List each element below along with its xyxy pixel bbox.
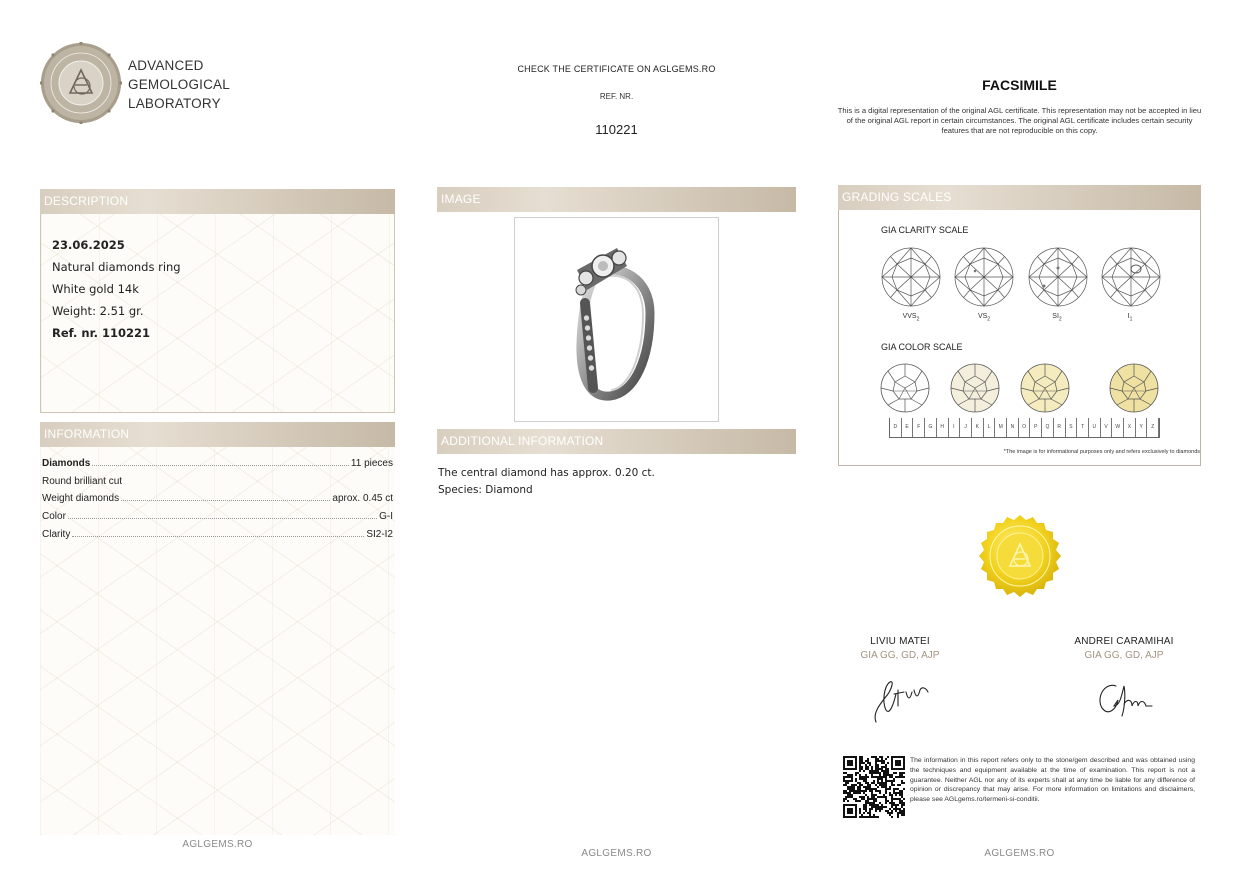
info-row-clarity (42, 522, 393, 540)
additional-line-2: Species: Diamond (438, 484, 533, 496)
clarity-grade: SI (1052, 313, 1059, 320)
clarity-label-vvs (881, 313, 941, 322)
color-grade-cell: D (890, 418, 902, 437)
color-grade-cell: U (1089, 418, 1101, 437)
info-value: 11 pieces (350, 458, 393, 469)
additional-info-text (438, 465, 655, 499)
color-grade-cell: K (972, 418, 984, 437)
ref-number: 110221 (595, 122, 638, 137)
color-grade-cell: R (1054, 418, 1066, 437)
facsimile-notice: This is a digital representation of the original AGL certificate. This representation may not be accepted in lieu of the original AGL report in certain circumstances. The original AGL certificate includes certain security features that are not reproducible on this copy. (837, 106, 1202, 135)
footer-website-right[interactable]: AGLGEMS.RO (984, 848, 1055, 859)
disclaimer-text: The information in this report refers only to the stone/gem described and was obtained using the techniques and equipment available at the time of examination. This report is not a guarantee. Neither AGL nor any of its experts shall at any time be liable for any difference of opinion or discrepancy that may arise. For more information on limitations and disclaimers, please see AGLgems.ro/termeni-si-conditii. (910, 757, 1195, 804)
color-scale-bar (889, 418, 1160, 438)
logo-wordmark (128, 56, 230, 113)
additional-info-header: ADDITIONAL INFORMATION (437, 429, 796, 454)
clarity-label-i (1100, 313, 1160, 322)
dotted-leader (68, 518, 377, 519)
footer-website-left[interactable]: AGLGEMS.RO (182, 839, 253, 850)
info-row-color (42, 504, 393, 522)
signer-1-signature (868, 672, 932, 728)
clarity-sub: 2 (1058, 316, 1062, 323)
footer-website-center[interactable]: AGLGEMS.RO (581, 848, 652, 859)
color-grade-cell: M (995, 418, 1007, 437)
info-row-weight (42, 486, 393, 504)
color-grade-cell: Q (1042, 418, 1054, 437)
grading-scales-header: GRADING SCALES (838, 185, 1201, 210)
info-label: Weight diamonds (42, 493, 120, 504)
color-grade-cell: P (1030, 418, 1042, 437)
ring-image-frame (514, 217, 719, 422)
color-grade-cell: O (1019, 418, 1031, 437)
color-grade-cell: Z (1147, 418, 1159, 437)
color-grade-cell: X (1124, 418, 1136, 437)
color-grade-cell: F (913, 418, 925, 437)
color-grade-cell: E (902, 418, 914, 437)
check-certificate-text: CHECK THE CERTIFICATE ON AGLGEMS.RO (517, 64, 716, 74)
logo-line-2: GEMOLOGICAL (128, 77, 230, 92)
dotted-leader (121, 500, 330, 501)
description-item: Natural diamonds ring (52, 260, 181, 274)
description-lines (52, 234, 181, 344)
color-grade-cell: H (937, 418, 949, 437)
clarity-grade: VS (977, 313, 988, 320)
info-value: SI2-I2 (366, 529, 393, 540)
description-weight: Weight: 2.51 gr. (52, 304, 144, 318)
description-header: DESCRIPTION (40, 189, 395, 214)
image-header: IMAGE (437, 187, 796, 212)
info-row-diamonds (42, 451, 393, 469)
clarity-scale-title: GIA CLARITY SCALE (881, 225, 969, 235)
info-row-cut (42, 469, 393, 487)
info-label: Clarity (42, 529, 71, 540)
signer-2-credentials: GIA GG, GD, AJP (1084, 650, 1164, 661)
information-header: INFORMATION (40, 422, 395, 447)
signer-2-name: ANDREI CARAMIHAI (1074, 636, 1174, 647)
ref-label: REF. NR. (599, 92, 634, 101)
additional-line-1: The central diamond has approx. 0.20 ct. (438, 467, 655, 479)
color-grade-cell: G (925, 418, 937, 437)
color-grade-cell: J (960, 418, 972, 437)
signer-1-name: LIVIU MATEI (870, 636, 930, 647)
info-value: G-I (379, 511, 393, 522)
clarity-label-si (1027, 313, 1087, 322)
description-metal: White gold 14k (52, 282, 139, 296)
info-value: aprox. 0.45 ct (332, 493, 393, 504)
color-grade-cell: I (949, 418, 961, 437)
color-grade-cell: T (1077, 418, 1089, 437)
color-grade-cell: W (1112, 418, 1124, 437)
color-grade-cell: N (1007, 418, 1019, 437)
logo-line-1: ADVANCED (128, 58, 204, 73)
clarity-grade: VVS (902, 313, 917, 320)
qr-code[interactable] (843, 756, 905, 818)
clarity-sub: 2 (987, 316, 991, 323)
description-ref: Ref. nr. 110221 (52, 326, 151, 340)
grading-note: *The image is for informational purposes only and refers exclusively to diamonds (1003, 449, 1200, 455)
clarity-label-vs (954, 313, 1014, 322)
facsimile-title: FACSIMILE (982, 77, 1057, 93)
agl-logo-seal (40, 42, 122, 124)
signer-2-signature (1094, 676, 1158, 722)
clarity-sub: 2 (916, 316, 920, 323)
info-label: Round brilliant cut (42, 476, 123, 487)
clarity-grade: I (1127, 313, 1130, 320)
color-grade-cell: S (1066, 418, 1078, 437)
color-grade-cell: V (1101, 418, 1113, 437)
dotted-leader (72, 536, 364, 537)
ring-photo (515, 218, 720, 423)
color-grade-cell: L (984, 418, 996, 437)
dotted-leader (92, 465, 349, 466)
signer-1-credentials: GIA GG, GD, AJP (860, 650, 940, 661)
color-diamond-diagrams (878, 360, 1168, 416)
color-scale-title: GIA COLOR SCALE (881, 342, 963, 352)
logo-line-3: LABORATORY (128, 96, 221, 111)
clarity-sub: 1 (1129, 316, 1133, 323)
description-date: 23.06.2025 (52, 238, 125, 252)
info-label: Color (42, 511, 66, 522)
color-grade-cell: Y (1136, 418, 1148, 437)
gold-seal-icon (978, 514, 1062, 598)
clarity-diamond-diagrams (876, 244, 1166, 314)
info-label: Diamonds (42, 458, 91, 469)
